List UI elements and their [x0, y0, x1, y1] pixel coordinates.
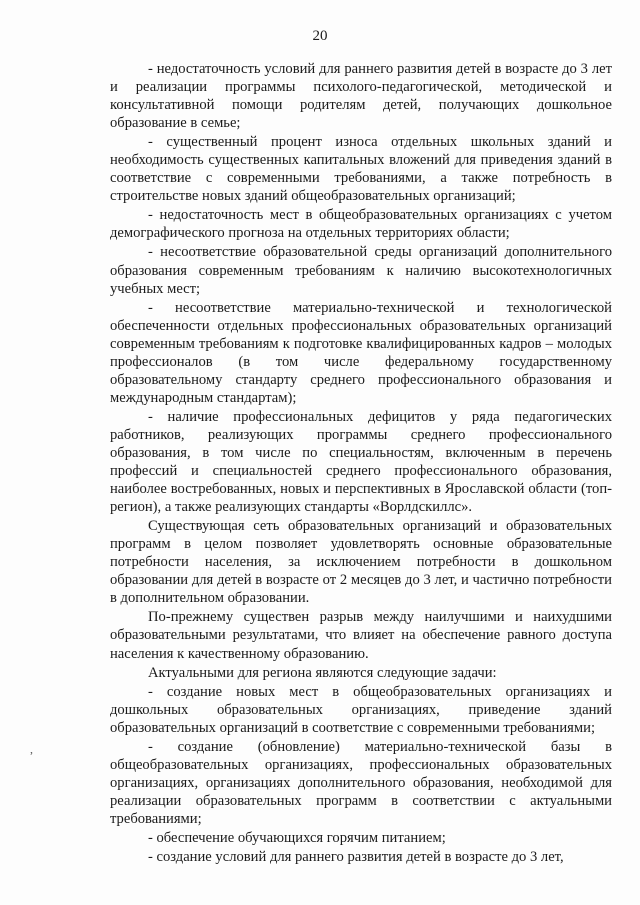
paragraph-11: - создание (обновление) материально-технической базы в общеобразовательных организациях, профессиональных образовательных организациях, организациях дополнительного образования, необходимой для реализации образовательных программ в соответствии с актуальными требованиями;: [110, 738, 612, 827]
scan-mark: ,: [30, 742, 33, 756]
paragraph-3: - недостаточность мест в общеобразовательных организациях с учетом демографического прогноза на отдельных территориях области;: [110, 207, 612, 242]
paragraph-5: - несоответствие материально-технической и технологической обеспеченности отдельных профессиональных образовательных организаций современным требованиям к подготовке квалифицированных кадров – молодых профессионалов (в том числе федеральному государственному образовательному стандарту среднего профессионального образования и международным стандартам);: [110, 299, 612, 406]
paragraph-8: По-прежнему существен разрыв между наилучшими и наихудшими образовательными результатами, что влияет на обеспечение равного доступа населения к качественному образованию.: [110, 609, 612, 662]
paragraph-12: - обеспечение обучающихся горячим питанием;: [148, 829, 446, 846]
paragraph-9: Актуальными для региона являются следующие задачи:: [148, 664, 497, 681]
paragraph-2: - существенный процент износа отдельных школьных зданий и необходимость существенных капитальных вложений для приведения зданий в соответствие с современными требованиями, а также потребность в строительстве новых зданий общеобразовательных организаций;: [110, 134, 612, 205]
body-text: [110, 60, 612, 866]
page-number: 20: [312, 28, 328, 44]
paragraph-1: - недостаточность условий для раннего развития детей в возрасте до 3 лет и реализации программы психолого-педагогической, методической и консультативной помощи родителям детей, получающих дошкольное образование в семье;: [110, 61, 612, 132]
paragraph-13: - создание условий для раннего развития детей в возрасте до 3 лет,: [148, 849, 564, 866]
paragraph-7: Существующая сеть образовательных организаций и образовательных программ в целом позволяет удовлетворять основные образовательные потребности населения, за исключением потребности в дошкольном образовании для детей в возрасте от 2 месяцев до 3 лет, и частично потребности в дополнительном образовании.: [110, 518, 612, 607]
paragraph-6: - наличие профессиональных дефицитов у ряда педагогических работников, реализующих программы среднего профессионального образования, в том числе по специальностям, включенным в перечень профессий и специальностей среднего профессионального образования, наиболее востребованных, новых и перспективных в Ярославской области (топ-регион), а также реализующих стандарты «Ворлдскиллс».: [110, 408, 612, 516]
paragraph-10: - создание новых мест в общеобразовательных организациях и дошкольных образовательных организациях, приведение зданий образовательных организаций в соответствие с современными требованиями;: [110, 683, 612, 736]
paragraph-4: - несоответствие образовательной среды организаций дополнительного образования современным требованиям к наличию высокотехнологичных учебных мест;: [110, 244, 612, 297]
